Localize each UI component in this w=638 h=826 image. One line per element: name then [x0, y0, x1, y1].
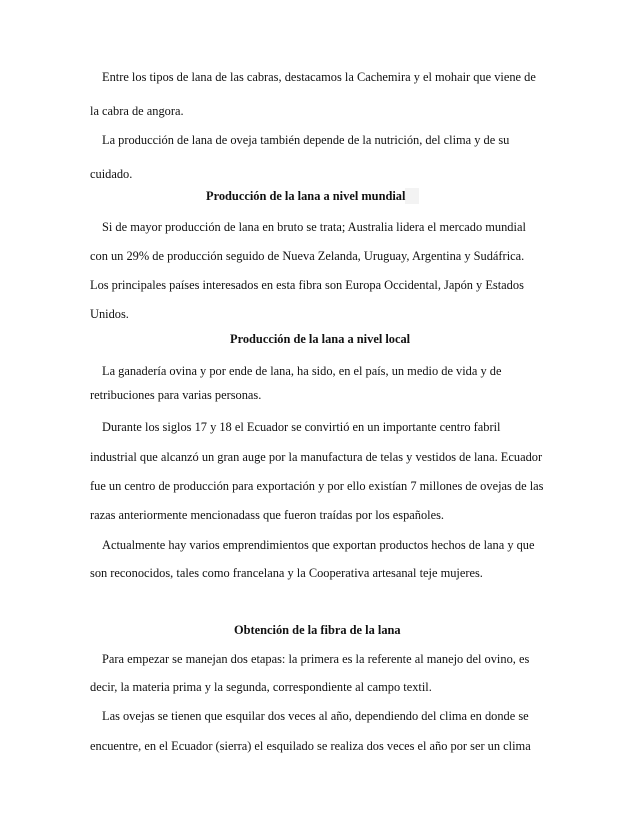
paragraph-line: encuentre, en el Ecuador (sierra) el esquilado se realiza dos veces el año por ser un clima: [90, 739, 531, 753]
paragraph-line: fue un centro de producción para exportación y por ello existían 7 millones de ovejas de las: [90, 479, 544, 493]
paragraph-line: decir, la materia prima y la segunda, correspondiente al campo textil.: [90, 680, 432, 694]
paragraph-line: retribuciones para varias personas.: [90, 388, 262, 402]
paragraph-line: razas anteriormente mencionadass que fueron traídas por los españoles.: [90, 508, 445, 522]
section-heading-local: Producción de la lana a nivel local: [230, 332, 411, 346]
paragraph-line: Durante los siglos 17 y 18 el Ecuador se convirtió en un importante centro fabril: [102, 420, 501, 434]
section-heading-obtencion: Obtención de la fibra de la lana: [234, 623, 401, 637]
paragraph-line: Los principales países interesados en esta fibra son Europa Occidental, Japón y Estados: [90, 278, 524, 292]
section-heading-mundial: Producción de la lana a nivel mundial: [206, 188, 419, 204]
paragraph-line: cuidado.: [90, 167, 133, 181]
paragraph-line: Actualmente hay varios emprendimientos que exportan productos hechos de lana y que: [102, 538, 535, 552]
paragraph-line: Para empezar se manejan dos etapas: la primera es la referente al manejo del ovino, es: [102, 652, 530, 666]
paragraph-line: La ganadería ovina y por ende de lana, ha sido, en el país, un medio de vida y de: [102, 364, 502, 378]
paragraph-line: la cabra de angora.: [90, 104, 184, 118]
paragraph-line: Las ovejas se tienen que esquilar dos veces al año, dependiendo del clima en donde se: [102, 709, 529, 723]
paragraph-line: Entre los tipos de lana de las cabras, destacamos la Cachemira y el mohair que viene de: [102, 70, 536, 84]
paragraph-line: industrial que alcanzó un gran auge por la manufactura de telas y vestidos de lana. Ecuador: [90, 450, 543, 464]
paragraph-line: son reconocidos, tales como francelana y la Cooperativa artesanal teje mujeres.: [90, 566, 483, 580]
paragraph-line: con un 29% de producción seguido de Nueva Zelanda, Uruguay, Argentina y Sudáfrica.: [90, 249, 525, 263]
paragraph-line: Si de mayor producción de lana en bruto se trata; Australia lidera el mercado mundial: [102, 220, 526, 234]
paragraph-line: Unidos.: [90, 307, 129, 321]
paragraph-line: La producción de lana de oveja también depende de la nutrición, del clima y de su: [102, 133, 510, 147]
